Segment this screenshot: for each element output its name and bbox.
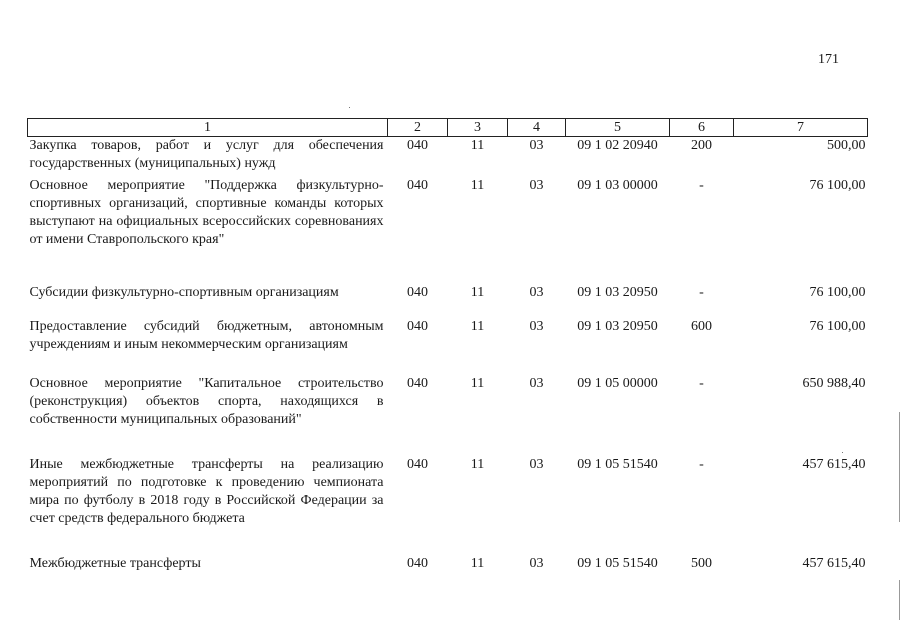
scan-edge-mark [899, 412, 900, 522]
row-section: 11 [470, 177, 485, 193]
header-row [28, 119, 868, 137]
row-subsection: 03 [529, 456, 544, 472]
row-subsection: 03 [529, 318, 544, 334]
scan-speck [349, 107, 350, 108]
table-row [28, 284, 868, 318]
row-target: 09 1 03 20950 [577, 284, 658, 300]
row-code: 040 [407, 177, 428, 193]
row-target: 09 1 03 20950 [577, 318, 658, 334]
column-header-4: 4 [508, 119, 566, 137]
row-amount: 76 100,00 [809, 318, 866, 334]
page-number: 171 [818, 52, 839, 67]
column-header-7: 7 [734, 119, 868, 137]
row-amount: 76 100,00 [809, 284, 866, 300]
row-name: Основное мероприятие "Поддержка физкультурно-спортивных организаций, спортивные команды которых выступают на официальных всероссийских соревнованиях от имени Ставропольского края" [29, 177, 384, 247]
table-row [28, 318, 868, 375]
row-amount: 500,00 [827, 138, 866, 153]
row-name: Субсидии физкультурно-спортивным организациям [29, 284, 339, 300]
row-subsection: 03 [529, 284, 544, 300]
row-name: Основное мероприятие "Капитальное строительство (реконструкция) объектов спорта, находящихся в собственности муниципальных образований" [29, 375, 384, 427]
row-subsection: 03 [529, 138, 544, 153]
row-type: - [699, 177, 704, 193]
row-code: 040 [407, 318, 428, 334]
row-section: 11 [470, 138, 485, 153]
table-row [28, 177, 868, 284]
table-row [28, 456, 868, 555]
row-subsection: 03 [529, 375, 544, 391]
row-name: Межбюджетные трансферты [29, 555, 201, 571]
row-code: 040 [407, 456, 428, 472]
table-row [28, 137, 868, 177]
row-type: - [699, 456, 704, 472]
row-amount: 650 988,40 [802, 375, 866, 391]
row-amount: 457 615,40 [802, 456, 866, 472]
row-code: 040 [407, 555, 428, 571]
column-header-6: 6 [670, 119, 734, 137]
row-target: 09 1 02 20940 [577, 138, 658, 153]
row-code: 040 [407, 138, 428, 153]
row-target: 09 1 05 51540 [577, 456, 658, 472]
table-row [28, 375, 868, 456]
row-target: 09 1 05 00000 [577, 375, 658, 391]
row-name: Закупка товаров, работ и услуг для обеспечения государственных (муниципальных) нужд [29, 138, 384, 171]
table-row [28, 555, 868, 577]
row-type: 500 [691, 555, 712, 571]
row-code: 040 [407, 375, 428, 391]
row-section: 11 [470, 318, 485, 334]
scan-edge-mark [899, 580, 900, 620]
budget-table [27, 118, 868, 577]
row-target: 09 1 03 00000 [577, 177, 658, 193]
row-subsection: 03 [529, 555, 544, 571]
row-amount: 76 100,00 [809, 177, 866, 193]
row-section: 11 [470, 555, 485, 571]
row-section: 11 [470, 456, 485, 472]
row-subsection: 03 [529, 177, 544, 193]
column-header-2: 2 [388, 119, 448, 137]
column-header-5: 5 [566, 119, 670, 137]
row-code: 040 [407, 284, 428, 300]
row-section: 11 [470, 375, 485, 391]
row-name: Иные межбюджетные трансферты на реализацию мероприятий по подготовке к проведению чемпионата мира по футболу в 2018 году в Российской Федерации за счет средств федерального бюджета [29, 456, 384, 526]
row-target: 09 1 05 51540 [577, 555, 658, 571]
row-type: - [699, 375, 704, 391]
row-type: 600 [691, 318, 712, 334]
row-type: - [699, 284, 704, 300]
column-header-1: 1 [28, 119, 388, 137]
column-header-3: 3 [448, 119, 508, 137]
row-section: 11 [470, 284, 485, 300]
row-name: Предоставление субсидий бюджетным, автономным учреждениям и иным некоммерческим организациям [29, 318, 384, 352]
row-type: 200 [691, 138, 712, 153]
row-amount: 457 615,40 [802, 555, 866, 571]
